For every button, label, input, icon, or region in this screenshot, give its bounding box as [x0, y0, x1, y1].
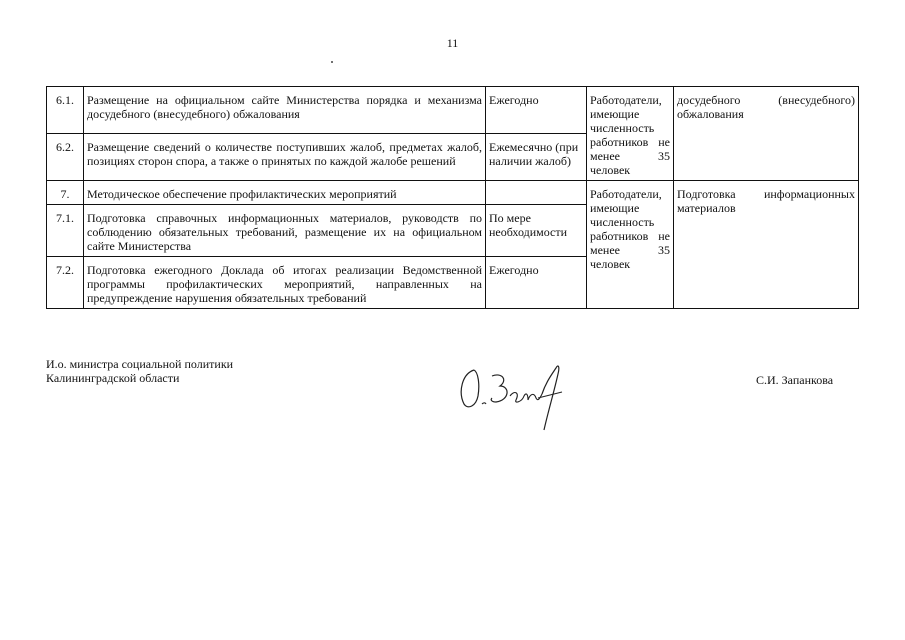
measure-frequency: Ежемесячно (при наличии жалоб) — [486, 134, 587, 181]
expected-result-cell — [674, 181, 859, 309]
row-number: 6.1. — [47, 87, 84, 134]
measure-description: Методическое обеспечение профилактических мероприятий — [84, 181, 486, 205]
measure-description: Подготовка справочных информационных материалов, руководств по соблюдению обязательных требований, размещение их на официальном сайте Министерства — [84, 205, 486, 257]
measure-description: Подготовка ежегодного Доклада об итогах реализации Ведомственной программы профилактических мероприятий, направленных на предупреждение нарушения обязательных требований — [84, 257, 486, 309]
expected-result-cell — [674, 87, 859, 181]
measure-frequency: Ежегодно — [486, 257, 587, 309]
handwritten-signature — [452, 352, 572, 432]
row-number: 6.2. — [47, 134, 84, 181]
row-number: 7.2. — [47, 257, 84, 309]
expected-result: Подготовка информационных материалов — [677, 187, 855, 215]
measure-frequency — [486, 181, 587, 205]
page-number: 11 — [446, 36, 459, 50]
expected-result: досудебного (внесудебного) обжалования — [677, 93, 855, 121]
row-number: 7.1. — [47, 205, 84, 257]
signatory-position — [46, 357, 233, 385]
measure-frequency: По мере необходимости — [486, 205, 587, 257]
table-row — [47, 87, 859, 134]
measure-description: Размещение сведений о количестве поступивших жалоб, предметах жалоб, позициях сторон спора, а также о принятых по каждой жалобе решений — [84, 134, 486, 181]
position-line-1: И.о. министра социальной политики — [46, 357, 234, 371]
position-line-2: Калининградской области — [46, 371, 180, 385]
target-audience: Работодатели, имеющие численность работников не менее 35 человек — [590, 187, 670, 271]
signatory-name: С.И. Запанкова — [756, 373, 834, 387]
measures-table — [46, 86, 859, 309]
target-audience-cell — [587, 181, 674, 309]
measure-frequency: Ежегодно — [486, 87, 587, 134]
measure-description: Размещение на официальном сайте Министерства порядка и механизма досудебного (внесудебного) обжалования — [84, 87, 486, 134]
target-audience-cell — [587, 87, 674, 181]
target-audience: Работодатели, имеющие численность работников не менее 35 человек — [590, 93, 670, 177]
table-row — [47, 181, 859, 205]
row-number: 7. — [47, 181, 84, 205]
scan-dot — [331, 61, 333, 63]
